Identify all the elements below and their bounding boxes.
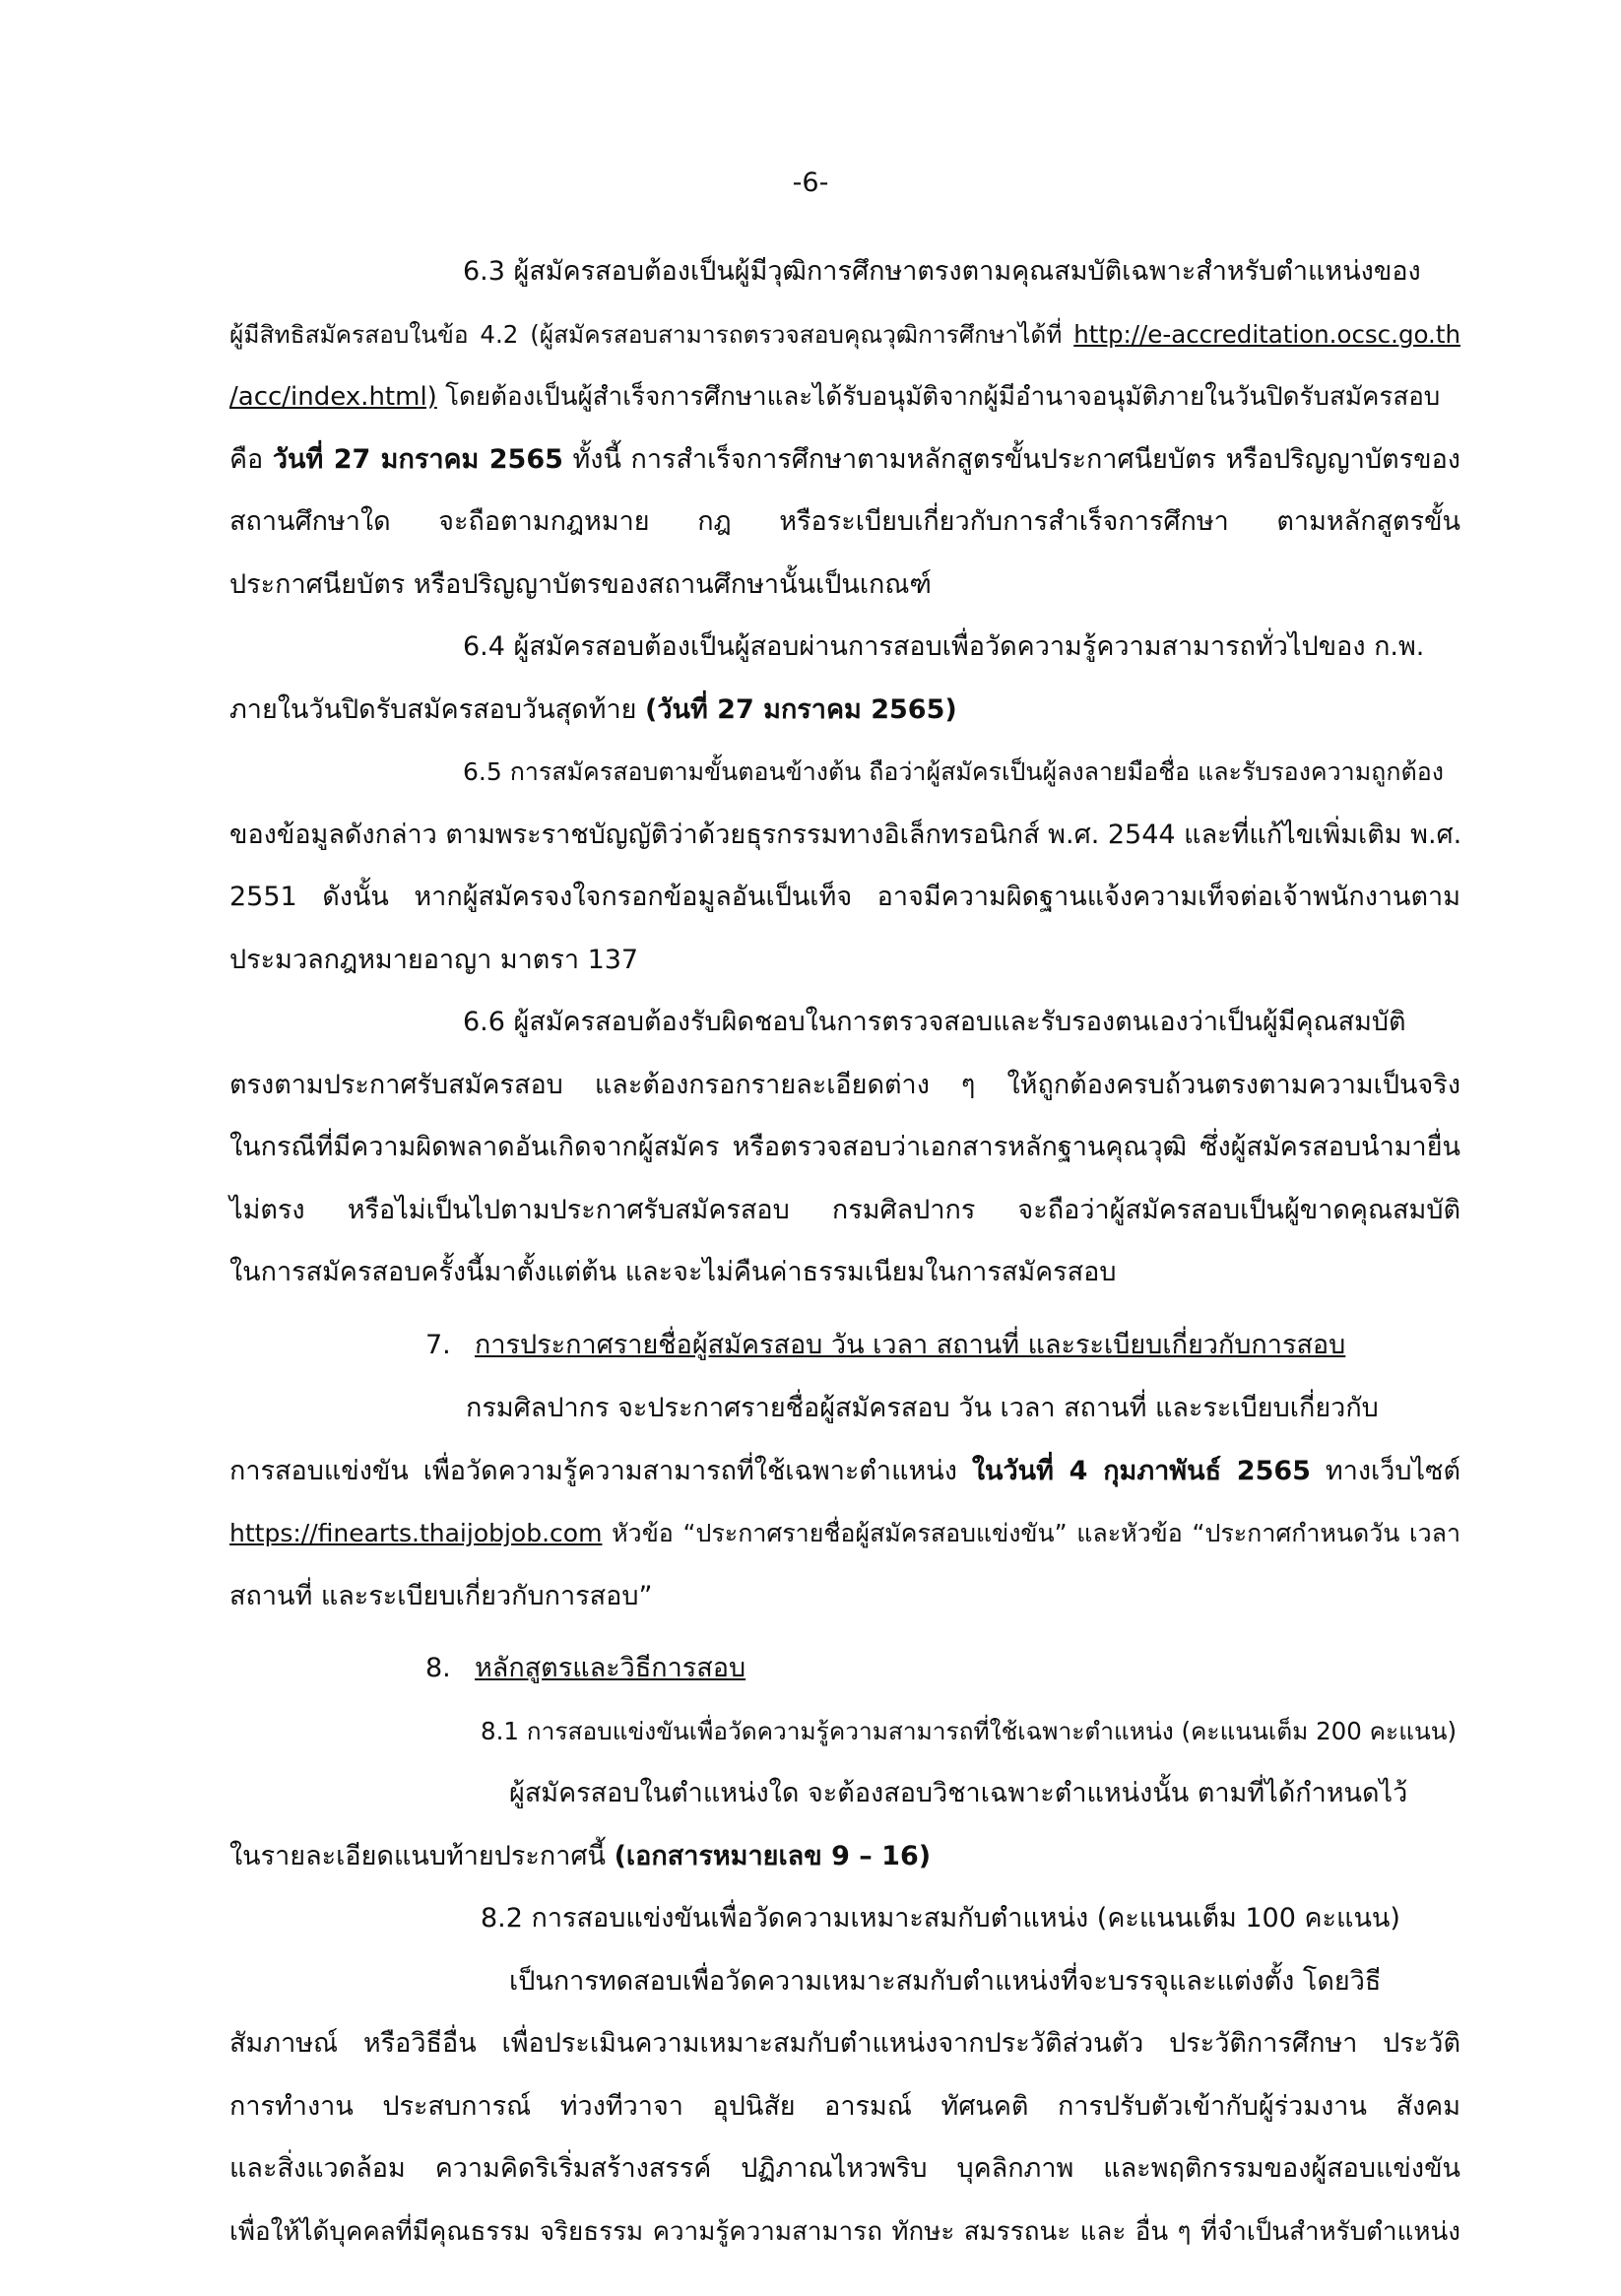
section-8-1-line-3 (229, 1839, 1460, 1874)
section-8-1-line-2: ผู้สมัครสอบในตำแหน่งใด จะต้องสอบวิชาเฉพาะตำแหน่งนั้น ตามที่ได้กำหนดไว้ (509, 1778, 1408, 1808)
paragraph-6-6-line-3: ในกรณีที่มีความผิดพลาดอันเกิดจากผู้สมัคร หรือตรวจสอบว่าเอกสารหลักฐานคุณวุฒิ ซึ่งผู้สมัครสอบนำมายื่น (229, 1132, 1460, 1162)
paragraph-6-3-line-4 (229, 442, 1460, 478)
final-closing-date-bold: (วันที่ 27 มกราคม 2565) (645, 694, 957, 725)
paragraph-6-3-line-3 (229, 379, 1460, 415)
paragraph-6-3-line-1: 6.3 ผู้สมัครสอบต้องเป็นผู้มีวุฒิการศึกษาตรงตามคุณสมบัติเฉพาะสำหรับตำแหน่งของ (463, 256, 1421, 287)
paragraph-6-3-line-3-text: โดยต้องเป็นผู้สำเร็จการศึกษาและได้รับอนุมัติจากผู้มีอำนาจอนุมัติภายในวันปิดรับสมัครสอบ (445, 382, 1441, 412)
document-number-bold: (เอกสารหมายเลข 9 – 16) (614, 1841, 932, 1871)
section-7-line-3-post: หัวข้อ “ประกาศรายชื่อผู้สมัครสอบแข่งขัน” และหัวข้อ “ประกาศกำหนดวัน เวลา (612, 1519, 1460, 1547)
paragraph-6-3-line-2-text: ผู้มีสิทธิสมัครสอบในข้อ 4.2 (ผู้สมัครสอบสามารถตรวจสอบคุณวุฒิการศึกษาได้ที่ (229, 320, 1063, 349)
paragraph-6-4-line-2 (229, 692, 1460, 728)
paragraph-6-3-line-4-post: ทั้งนี้ การสำเร็จการศึกษาตามหลักสูตรขั้นประกาศนียบัตร หรือปริญญาบัตรของ (572, 444, 1460, 475)
section-7-line-3 (229, 1516, 1460, 1551)
section-8-2-line-1: 8.2 การสอบแข่งขันเพื่อวัดความเหมาะสมกับตำแหน่ง (คะแนนเต็ม 100 คะแนน) (481, 1903, 1400, 1934)
section-8-2-line-4: การทำงาน ประสบการณ์ ท่วงทีวาจา อุปนิสัย อารมณ์ ทัศนคติ การปรับตัวเข้ากับผู้ร่วมงาน สังคม (229, 2091, 1460, 2122)
section-8-1-line-3-pre: ในรายละเอียดแนบท้ายประกาศนี้ (229, 1841, 606, 1871)
section-7-line-2 (229, 1454, 1460, 1489)
section-8-title: หลักสูตรและวิธีการสอบ (475, 1653, 746, 1683)
section-7-line-1: กรมศิลปากร จะประกาศรายชื่อผู้สมัครสอบ วัน เวลา สถานที่ และระเบียบเกี่ยวกับ (466, 1393, 1379, 1423)
paragraph-6-3-line-4-pre: คือ (229, 444, 264, 475)
section-7-line-2-pre: การสอบแข่งขัน เพื่อวัดความรู้ความสามารถที่ใช้เฉพาะตำแหน่ง (229, 1456, 957, 1486)
paragraph-6-5-line-1: 6.5 การสมัครสอบตามขั้นตอนข้างต้น ถือว่าผู้สมัครเป็นผู้ลงลายมือชื่อ และรับรองความถูกต้อง (463, 757, 1444, 786)
section-8-2-line-5: และสิ่งแวดล้อม ความคิดริเริ่มสร้างสรรค์ ปฏิภาณไหวพริบ บุคลิกภาพ และพฤติกรรมของผู้สอบแข่งขัน (229, 2153, 1460, 2184)
section-7-number: 7. (425, 1330, 451, 1360)
section-8-2-line-2: เป็นการทดสอบเพื่อวัดความเหมาะสมกับตำแหน่งที่จะบรรจุและแต่งตั้ง โดยวิธี (509, 1966, 1382, 1997)
section-7-title: การประกาศรายชื่อผู้สมัครสอบ วัน เวลา สถานที่ และระเบียบเกี่ยวกับการสอบ (475, 1330, 1346, 1360)
section-8-number: 8. (425, 1653, 451, 1683)
paragraph-6-6-line-2: ตรงตามประกาศรับสมัครสอบ และต้องกรอกรายละเอียดต่าง ๆ ให้ถูกต้องครบถ้วนตรงตามความเป็นจริง (229, 1070, 1460, 1100)
paragraph-6-4-line-1: 6.4 ผู้สมัครสอบต้องเป็นผู้สอบผ่านการสอบเพื่อวัดความรู้ความสามารถทั่วไปของ ก.พ. (463, 631, 1425, 662)
paragraph-6-3-line-2 (229, 317, 1460, 353)
paragraph-6-3-line-6: ประกาศนียบัตร หรือปริญญาบัตรของสถานศึกษานั้นเป็นเกณฑ์ (229, 569, 932, 600)
finearts-website-link[interactable]: https://finearts.thaijobjob.com (229, 1519, 603, 1547)
section-8-2-line-6: เพื่อให้ได้บุคคลที่มีคุณธรรม จริยธรรม ความรู้ความสามารถ ทักษะ สมรรถนะ และ อื่น ๆ ที่จำเป็นสำหรับตำแหน่ง (229, 2217, 1460, 2247)
accreditation-link-part-1[interactable]: http://e-accreditation.ocsc.go.th (1073, 320, 1460, 349)
paragraph-6-6-line-1: 6.6 ผู้สมัครสอบต้องรับผิดชอบในการตรวจสอบและรับรองตนเองว่าเป็นผู้มีคุณสมบัติ (463, 1007, 1406, 1037)
accreditation-link-part-2[interactable]: /acc/index.html) (229, 382, 437, 412)
section-8-2-line-3: สัมภาษณ์ หรือวิธีอื่น เพื่อประเมินความเหมาะสมกับตำแหน่งจากประวัติส่วนตัว ประวัติการศึกษา ประวัติ (229, 2028, 1460, 2059)
paragraph-6-5-line-4: ประมวลกฎหมายอาญา มาตรา 137 (229, 945, 639, 975)
paragraph-6-6-line-4: ไม่ตรง หรือไม่เป็นไปตามประกาศรับสมัครสอบ กรมศิลปากร จะถือว่าผู้สมัครสอบเป็นผู้ขาดคุณสมบัติ (229, 1195, 1460, 1225)
section-7-line-4: สถานที่ และระเบียบเกี่ยวกับการสอบ” (229, 1581, 653, 1611)
paragraph-6-5-line-2: ของข้อมูลดังกล่าว ตามพระราชบัญญัติว่าด้วยธุรกรรมทางอิเล็กทรอนิกส์ พ.ศ. 2544 และที่แก้ไขเพิ่มเติม พ.ศ. (229, 820, 1462, 850)
section-7-heading (425, 1328, 1460, 1363)
page-number: -6- (792, 167, 829, 198)
paragraph-6-4-line-2-pre: ภายในวันปิดรับสมัครสอบวันสุดท้าย (229, 694, 637, 725)
paragraph-6-6-line-5: ในการสมัครสอบครั้งนี้มาตั้งแต่ต้น และจะไม่คืนค่าธรรมเนียมในการสมัครสอบ (229, 1257, 1117, 1287)
section-7-line-2-post: ทางเว็บไซต์ (1325, 1456, 1460, 1486)
section-8-1-line-1: 8.1 การสอบแข่งขันเพื่อวัดความรู้ความสามารถที่ใช้เฉพาะตำแหน่ง (คะแนนเต็ม 200 คะแนน) (481, 1717, 1458, 1745)
closing-date-bold: วันที่ 27 มกราคม 2565 (272, 444, 563, 475)
announcement-date-bold: ในวันที่ 4 กุมภาพันธ์ 2565 (971, 1456, 1311, 1486)
paragraph-6-3-line-5: สถานศึกษาใด จะถือตามกฎหมาย กฎ หรือระเบียบเกี่ยวกับการสำเร็จการศึกษา ตามหลักสูตรขั้น (229, 506, 1460, 537)
section-8-heading (425, 1651, 1460, 1686)
paragraph-6-5-line-3: 2551 ดังนั้น หากผู้สมัครจงใจกรอกข้อมูลอันเป็นเท็จ อาจมีความผิดฐานแจ้งความเท็จต่อเจ้าพนักงานตาม (229, 882, 1460, 912)
